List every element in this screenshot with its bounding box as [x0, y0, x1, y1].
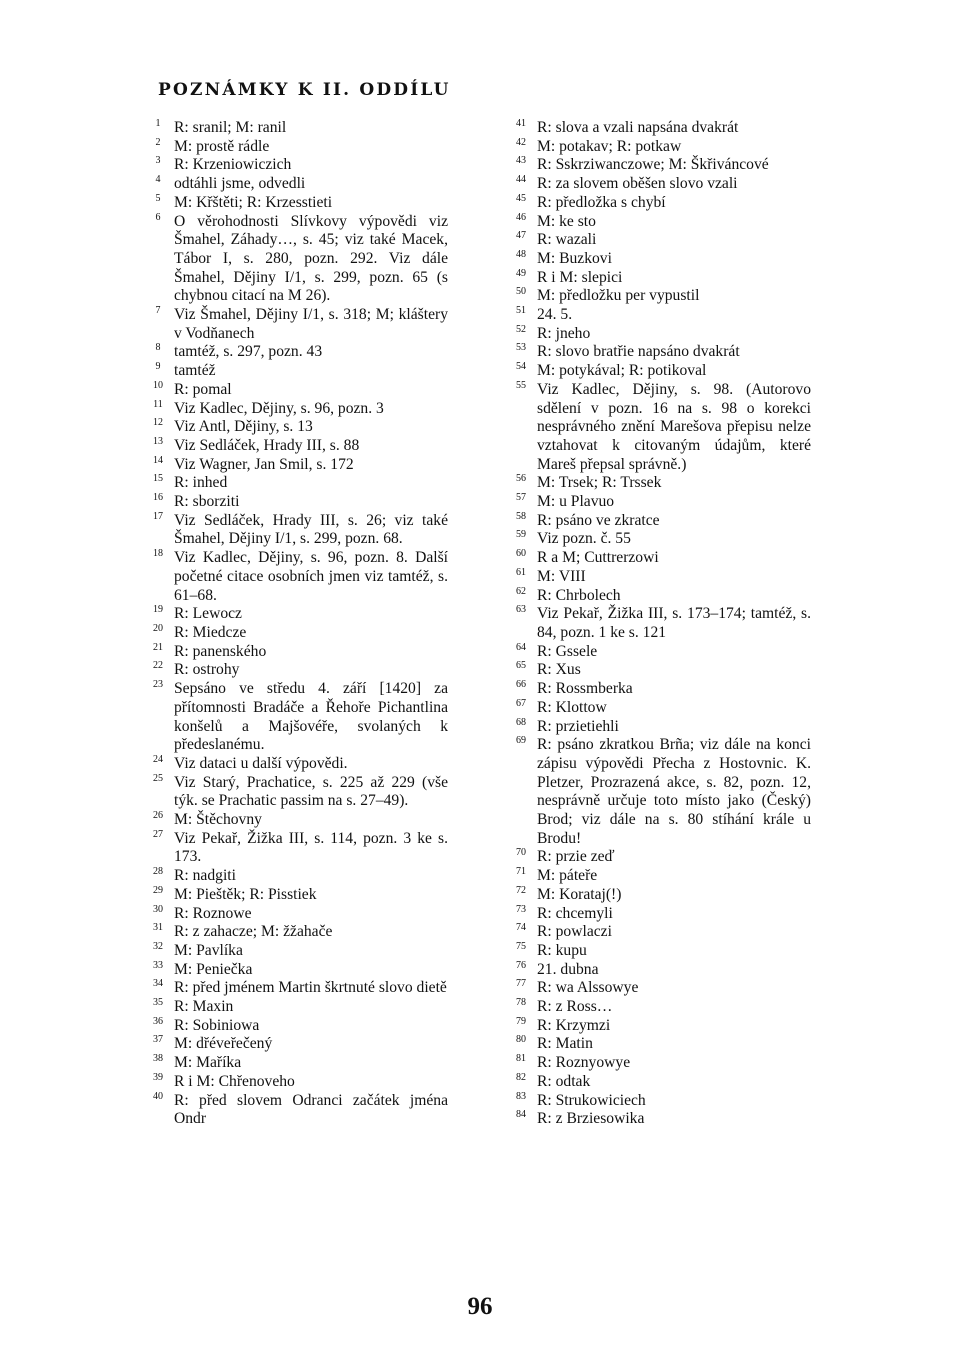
footnote: [511, 306, 811, 325]
footnote-number: 18: [153, 548, 163, 560]
footnote-text: Viz Kadlec, Dějiny, s. 96, pozn. 8. Další početné citace osobních jmen viz tamtéž, s. 61–68.: [174, 549, 448, 604]
footnote-number: 25: [153, 772, 163, 784]
footnote-number: 75: [516, 940, 526, 952]
footnote-text: R: Roznowe: [174, 904, 252, 922]
footnote: [511, 718, 811, 737]
footnote-number: 70: [516, 847, 526, 859]
footnote-number: 29: [153, 884, 163, 896]
footnote: [511, 474, 811, 493]
footnote-number: 27: [153, 828, 163, 840]
footnote-text: R: psáno ve zkratce: [537, 511, 660, 529]
footnote: [511, 119, 811, 138]
footnote: [511, 942, 811, 961]
footnote-text: Viz Sedláček, Hrady III, s. 26; viz také Šmahel, Dějiny I/1, s. 299, pozn. 68.: [174, 511, 448, 548]
footnote-number: 60: [516, 548, 526, 560]
footnote-text: R: slova a vzali napsána dvakrát: [537, 119, 739, 136]
footnote-number: 58: [516, 510, 526, 522]
footnote-number: 48: [516, 248, 526, 260]
footnote: [511, 923, 811, 942]
footnote-number: 63: [516, 604, 526, 616]
footnote: [148, 1035, 448, 1054]
footnote: [511, 867, 811, 886]
footnote-text: R i M: slepici: [537, 268, 623, 286]
footnote-number: 8: [155, 342, 161, 354]
footnote-number: 45: [516, 192, 526, 204]
footnote: [511, 998, 811, 1017]
footnote: [511, 605, 811, 642]
footnote: [511, 512, 811, 531]
footnote-number: 49: [516, 267, 526, 279]
footnote-number: 59: [516, 529, 526, 541]
footnote: [148, 605, 448, 624]
footnote-text: R: Krzymzi: [537, 1016, 611, 1034]
footnote-text: R: przie zeď: [537, 848, 615, 866]
footnote: [511, 699, 811, 718]
footnote: [511, 156, 811, 175]
footnote-number: 81: [516, 1053, 526, 1065]
footnote: [148, 175, 448, 194]
footnote-number: 52: [516, 323, 526, 335]
footnote-text: R: Rossmberka: [537, 680, 633, 698]
footnote-text: M: předložku per vypustil: [537, 287, 700, 305]
footnote: [148, 979, 448, 998]
footnote-text: R: před jménem Martin škrtnuté slovo dietě: [174, 979, 447, 997]
footnote-text: R: Sobiniowa: [174, 1016, 260, 1034]
footnote-number: 35: [153, 997, 163, 1009]
footnote-text: R: Lewocz: [174, 605, 242, 623]
footnote-text: R i M: Chřenoveho: [174, 1072, 295, 1090]
footnote: [511, 1035, 811, 1054]
footnote: [148, 213, 448, 307]
footnote-text: O věrohodnosti Slívkovy výpovědi viz Šmahel, Záhady…, s. 45; viz také Macek, Tábor I, s. 280, pozn. 292. Viz dále Šmahel, Dějiny I/1, s. 299, pozn. 65 (s chybnou citací na M 26).: [174, 212, 448, 305]
footnote: [511, 287, 811, 306]
footnote-number: 17: [153, 510, 163, 522]
footnote-text: Sepsáno ve středu 4. září [1420] za přítomnosti Bradáče a Řehoře Pichantlina konšelů a Majšovéře, svolaných k předeslanému.: [174, 680, 448, 754]
footnote-text: R: chcemyli: [537, 904, 613, 922]
footnote-text: tamtéž, s. 297, pozn. 43: [174, 343, 323, 361]
footnote: [511, 886, 811, 905]
footnote-number: 39: [153, 1071, 163, 1083]
footnote: [148, 905, 448, 924]
footnote-text: R: Strukowiciech: [537, 1091, 646, 1109]
footnote-text: R: inhed: [174, 474, 228, 492]
footnote-number: 33: [153, 959, 163, 971]
footnote: [148, 1092, 448, 1129]
footnote: [511, 549, 811, 568]
footnote-text: M: potakav; R: potkaw: [537, 137, 682, 155]
footnote-text: M: Peniečka: [174, 960, 253, 978]
footnote: [511, 1092, 811, 1111]
footnote-number: 68: [516, 716, 526, 728]
footnote-number: 65: [516, 660, 526, 672]
footnote: [148, 1017, 448, 1036]
footnote-number: 14: [153, 454, 163, 466]
footnote: [511, 343, 811, 362]
footnote-number: 50: [516, 286, 526, 298]
footnote-number: 9: [155, 361, 161, 373]
section-title: POZNÁMKY K II. ODDÍLU: [158, 80, 451, 100]
footnote-text: R: sborziti: [174, 493, 240, 511]
footnote-text: R: Gssele: [537, 642, 598, 660]
footnote: [148, 867, 448, 886]
footnote-text: M: dřéveřečený: [174, 1035, 273, 1053]
footnote: [511, 587, 811, 606]
footnote-text: M: Korataj(!): [537, 885, 622, 903]
footnote: [148, 474, 448, 493]
footnote: [511, 736, 811, 848]
footnote: [148, 362, 448, 381]
footnote-text: tamtéž: [174, 362, 216, 380]
footnote-number: 1: [155, 118, 161, 129]
footnote-text: M: prostě rádle: [174, 137, 270, 155]
footnote-number: 24: [153, 753, 163, 765]
footnote-number: 15: [153, 473, 163, 485]
footnote: [148, 306, 448, 343]
footnote-text: 24. 5.: [537, 306, 573, 324]
footnote: [148, 680, 448, 755]
footnote: [148, 549, 448, 605]
notes-column-right: [511, 119, 811, 1129]
footnote-text: M: ke sto: [537, 212, 596, 230]
footnote-text: R: předložka s chybí: [537, 193, 666, 211]
footnote-number: 43: [516, 155, 526, 167]
footnote: [148, 418, 448, 437]
footnote-text: R a M; Cuttrerzowi: [537, 549, 659, 567]
footnote: [511, 905, 811, 924]
footnote-number: 2: [155, 136, 161, 148]
footnote-number: 30: [153, 903, 163, 915]
footnote-text: Viz Starý, Prachatice, s. 225 až 229 (vše týk. se Prachatic passim na s. 27–49).: [174, 773, 448, 810]
footnote-number: 66: [516, 679, 526, 691]
footnote-text: Viz pozn. č. 55: [537, 530, 631, 548]
footnote-text: R: wa Alssowye: [537, 979, 639, 997]
footnote: [511, 325, 811, 344]
footnote-text: R: nadgiti: [174, 867, 236, 885]
footnote: [511, 362, 811, 381]
footnote-number: 37: [153, 1034, 163, 1046]
footnote-text: odtáhli jsme, odvedli: [174, 175, 306, 193]
footnote-text: R: Matin: [537, 1035, 593, 1053]
footnote: [511, 269, 811, 288]
footnote-number: 71: [516, 866, 526, 878]
footnote-text: Viz Šmahel, Dějiny I/1, s. 318; M; kláštery v Vodňanech: [174, 306, 448, 342]
footnote: [148, 886, 448, 905]
footnote-text: R: z zahacze; M: žžahače: [174, 923, 333, 941]
footnote-text: M: VIII: [537, 567, 586, 585]
footnote-number: 16: [153, 492, 163, 504]
footnote-text: R: Klottow: [537, 698, 607, 716]
footnote-number: 67: [516, 697, 526, 709]
footnote-text: 21. dubna: [537, 960, 599, 978]
footnote-text: R: panenského: [174, 642, 267, 660]
footnote: [511, 1073, 811, 1092]
footnote-number: 79: [516, 1015, 526, 1027]
footnote-number: 12: [153, 417, 163, 429]
footnote-text: M: páteře: [537, 867, 598, 885]
footnote-number: 4: [155, 174, 161, 186]
footnote-text: R: před slovem Odranci začátek jména Ondr: [174, 1091, 448, 1128]
footnote-number: 80: [516, 1034, 526, 1046]
footnote: [511, 1054, 811, 1073]
footnote-text: Viz Antl, Dějiny, s. 13: [174, 418, 313, 436]
footnote: [148, 1073, 448, 1092]
footnote-number: 11: [153, 398, 163, 410]
footnote: [148, 942, 448, 961]
footnote-text: M: Pieštěk; R: Pisstiek: [174, 885, 317, 903]
footnote-text: R: za slovem oběšen slovo vzali: [537, 175, 738, 193]
footnote-text: R: psáno zkratkou Brña; viz dále na konci zápisu výpovědi Přecha z Hostovnic. K. Pletzer, Prozrazená akce, s. 82, pozn. 12, nesprávně určuje toto místo jako (Český) Brod; viz dále na s. 80 stíhání krále u Brodu!: [537, 736, 811, 847]
footnote-text: R: Miedcze: [174, 623, 247, 641]
footnote-text: M: Štěchovny: [174, 811, 262, 829]
footnote-text: R: wazali: [537, 231, 597, 249]
footnote-text: M: Pavlíka: [174, 941, 243, 959]
footnote-number: 22: [153, 660, 163, 672]
footnote-number: 42: [516, 136, 526, 148]
footnote-number: 84: [516, 1109, 526, 1121]
footnote-text: R: Roznyowye: [537, 1054, 631, 1072]
footnote: [511, 493, 811, 512]
footnote-text: M: potykával; R: potikoval: [537, 362, 707, 380]
footnote: [148, 512, 448, 549]
footnote-number: 76: [516, 959, 526, 971]
footnote: [511, 213, 811, 232]
footnote: [511, 1110, 811, 1129]
footnote: [511, 381, 811, 475]
footnote-number: 72: [516, 884, 526, 896]
footnote-text: M: u Plavuo: [537, 493, 615, 511]
footnote-text: R: przietiehli: [537, 717, 619, 735]
footnote-number: 57: [516, 492, 526, 504]
footnote: [511, 961, 811, 980]
footnote: [148, 437, 448, 456]
footnote: [148, 138, 448, 157]
footnote: [511, 848, 811, 867]
footnote-text: Viz Kadlec, Dějiny, s. 98. (Autorovo sdělení v pozn. 16 na s. 98 o korekci nesprávného znění Marešova přepisu nelze vztahovat k citovaným údajům, které Mareš přepsal správně.): [537, 380, 811, 473]
footnote: [511, 138, 811, 157]
footnote-text: R: z Ross…: [537, 998, 613, 1016]
footnote-text: R: jneho: [537, 324, 591, 342]
footnote-number: 26: [153, 810, 163, 822]
footnote: [511, 250, 811, 269]
footnote: [148, 643, 448, 662]
footnote-text: Viz Pekař, Žižka III, s. 173–174; tamtéž, s. 84, pozn. 1 ke s. 121: [537, 605, 811, 641]
footnote-number: 6: [155, 211, 161, 223]
footnote-text: R: Chrbolech: [537, 586, 621, 604]
footnote: [148, 194, 448, 213]
footnote-text: R: sranil; M: ranil: [174, 119, 287, 136]
footnote: [148, 755, 448, 774]
footnote-number: 44: [516, 174, 526, 186]
footnote-number: 41: [516, 118, 526, 129]
footnote: [148, 1054, 448, 1073]
footnote-number: 20: [153, 622, 163, 634]
footnote: [148, 156, 448, 175]
footnote-text: R: odtak: [537, 1072, 591, 1090]
footnote-number: 54: [516, 361, 526, 373]
footnote-number: 55: [516, 379, 526, 391]
footnote-number: 82: [516, 1071, 526, 1083]
notes-column-left: [148, 119, 448, 1129]
footnote: [148, 381, 448, 400]
footnote-number: 56: [516, 473, 526, 485]
footnote-text: Viz Kadlec, Dějiny, s. 96, pozn. 3: [174, 399, 384, 417]
footnote-text: R: kupu: [537, 941, 587, 959]
footnote: [148, 343, 448, 362]
footnote: [511, 661, 811, 680]
footnote-text: R: ostrohy: [174, 661, 240, 679]
footnote-number: 53: [516, 342, 526, 354]
footnote: [511, 175, 811, 194]
footnote-text: M: Maříka: [174, 1054, 242, 1072]
footnote: [511, 530, 811, 549]
footnote-number: 77: [516, 978, 526, 990]
footnote-text: M: Křštěti; R: Krzesstieti: [174, 193, 333, 211]
footnote-number: 47: [516, 230, 526, 242]
footnote: [148, 400, 448, 419]
footnote: [511, 643, 811, 662]
footnote: [148, 923, 448, 942]
footnote: [148, 811, 448, 830]
footnote: [148, 456, 448, 475]
footnote: [148, 961, 448, 980]
footnote-number: 36: [153, 1015, 163, 1027]
footnote-text: M: Trsek; R: Trssek: [537, 474, 662, 492]
footnote-number: 69: [516, 735, 526, 747]
footnote: [148, 119, 448, 138]
footnote-text: Viz Sedláček, Hrady III, s. 88: [174, 436, 360, 454]
footnote-text: R: slovo bratřie napsáno dvakrát: [537, 343, 740, 361]
footnote-text: R: Sskrziwanczowe; M: Škřiváncové: [537, 156, 769, 174]
footnote-number: 3: [155, 155, 161, 167]
footnote: [148, 624, 448, 643]
footnote-number: 46: [516, 211, 526, 223]
footnote-number: 7: [155, 305, 161, 317]
footnote-text: Viz Wagner, Jan Smil, s. 172: [174, 455, 354, 473]
footnote-text: R: Xus: [537, 661, 581, 679]
footnote-text: R: powlaczi: [537, 923, 612, 941]
footnote: [511, 568, 811, 587]
footnote-number: 31: [153, 922, 163, 934]
footnote-number: 13: [153, 435, 163, 447]
footnote-number: 21: [153, 641, 163, 653]
footnote-number: 73: [516, 903, 526, 915]
footnote-text: R: pomal: [174, 380, 232, 398]
footnote: [148, 774, 448, 811]
footnote: [511, 194, 811, 213]
footnote-text: R: Maxin: [174, 998, 234, 1016]
footnote-number: 83: [516, 1090, 526, 1102]
footnote-number: 28: [153, 866, 163, 878]
footnote-number: 34: [153, 978, 163, 990]
footnote-text: R: z Brziesowika: [537, 1110, 645, 1128]
footnote-number: 40: [153, 1090, 163, 1102]
footnote-number: 38: [153, 1053, 163, 1065]
footnote: [511, 680, 811, 699]
footnote-number: 23: [153, 679, 163, 691]
footnote: [511, 979, 811, 998]
footnote-number: 62: [516, 585, 526, 597]
footnote: [148, 661, 448, 680]
footnote-number: 19: [153, 604, 163, 616]
footnote-number: 5: [155, 192, 161, 204]
footnote: [148, 493, 448, 512]
footnote-text: Viz dataci u další výpovědi.: [174, 754, 348, 772]
footnote: [148, 998, 448, 1017]
footnote-number: 10: [153, 379, 163, 391]
footnote-number: 32: [153, 940, 163, 952]
footnote-text: M: Buzkovi: [537, 249, 612, 267]
footnote: [511, 1017, 811, 1036]
footnote-number: 74: [516, 922, 526, 934]
footnote: [511, 231, 811, 250]
footnote-text: R: Krzeniowiczich: [174, 156, 292, 174]
footnote-number: 61: [516, 566, 526, 578]
page-number: 96: [467, 1293, 493, 1320]
footnote-number: 64: [516, 641, 526, 653]
footnote: [148, 830, 448, 867]
footnote-number: 51: [516, 305, 526, 317]
footnote-text: Viz Pekař, Žižka III, s. 114, pozn. 3 ke s. 173.: [174, 829, 448, 866]
footnote-number: 78: [516, 997, 526, 1009]
